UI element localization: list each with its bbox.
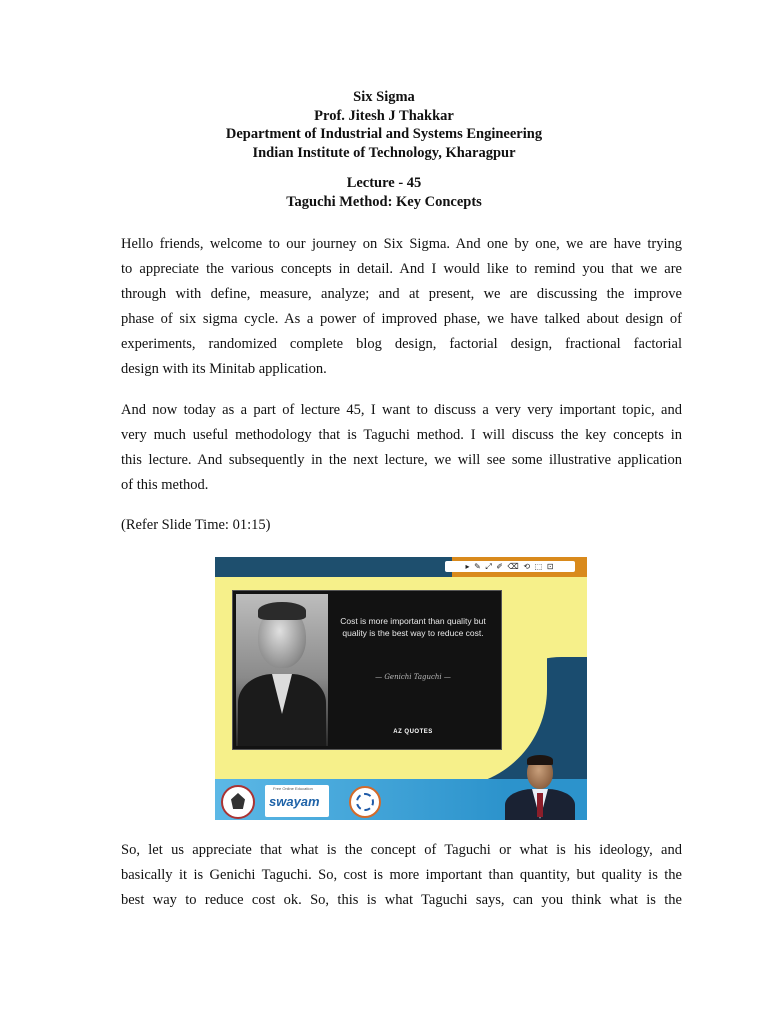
text-line: experiments, randomized complete blog design, factorial design, fractional factorial [121, 336, 682, 352]
quote-card [232, 590, 502, 750]
paragraph-taguchi-concept [121, 838, 682, 913]
lecture-title: Taguchi Method: Key Concepts [286, 193, 482, 210]
text-line: So, let us appreciate that what is the concept of Taguchi or what is his ideology, and [121, 842, 682, 858]
text-line: through with define, measure, analyze; and at present, we are discussing the improve [121, 286, 682, 302]
text-line: Hello friends, welcome to our journey on Six Sigma. And one by one, we are have trying [121, 236, 682, 252]
lecture-slide-image [215, 557, 587, 820]
text-line: design with its Minitab application. [121, 361, 327, 377]
quote-author: — Genichi Taguchi — [375, 673, 451, 681]
professor-name: Prof. Jitesh J Thakkar [314, 107, 454, 124]
quote-brand-logo: AZ QUOTES [393, 729, 433, 735]
lecture-number: Lecture - 45 [346, 175, 422, 191]
document-header [0, 88, 768, 211]
paragraph-lecture-45 [121, 398, 682, 498]
slide-annotation-toolbar: ▸ ✎ ⤢ ✐ ⌫ ⟲ ⬚ ⊡ [445, 561, 575, 572]
portrait-image [236, 594, 328, 746]
speaker-video [505, 755, 575, 820]
department-name: Department of Industrial and Systems Engineering [225, 126, 543, 142]
swayam-logo: Free Online Education swayam [265, 785, 329, 817]
text-line: of this method. [121, 477, 209, 493]
quote-text: Cost is more important than quality but quality is the best way to reduce cost. [340, 616, 486, 638]
course-title: Six Sigma [353, 89, 415, 105]
text-line: And now today as a part of lecture 45, I want to discuss a very very important topic, and [121, 402, 682, 418]
institute-name: Indian Institute of Technology, Kharagpur [252, 144, 516, 161]
text-line: basically it is Genichi Taguchi. So, cost is more important than quantity, but quality is the [121, 867, 682, 883]
text-line: very much useful methodology that is Taguchi method. I will discuss the key concepts in [121, 427, 682, 443]
nptel-logo-icon [349, 786, 381, 818]
text-line: phase of six sigma cycle. As a power of improved phase, we have talked about design of [121, 311, 682, 327]
refer-slide-time: (Refer Slide Time: 01:15) [121, 517, 271, 533]
text-line: best way to reduce cost ok. So, this is what Taguchi says, can you think what is the [121, 892, 682, 908]
text-line: to appreciate the various concepts in detail. And I would like to remind you that we are [121, 261, 682, 277]
paragraph-intro [121, 232, 682, 382]
iit-logo-icon [221, 785, 255, 819]
text-line: this lecture. And subsequently in the next lecture, we will see some illustrative application [121, 452, 682, 468]
